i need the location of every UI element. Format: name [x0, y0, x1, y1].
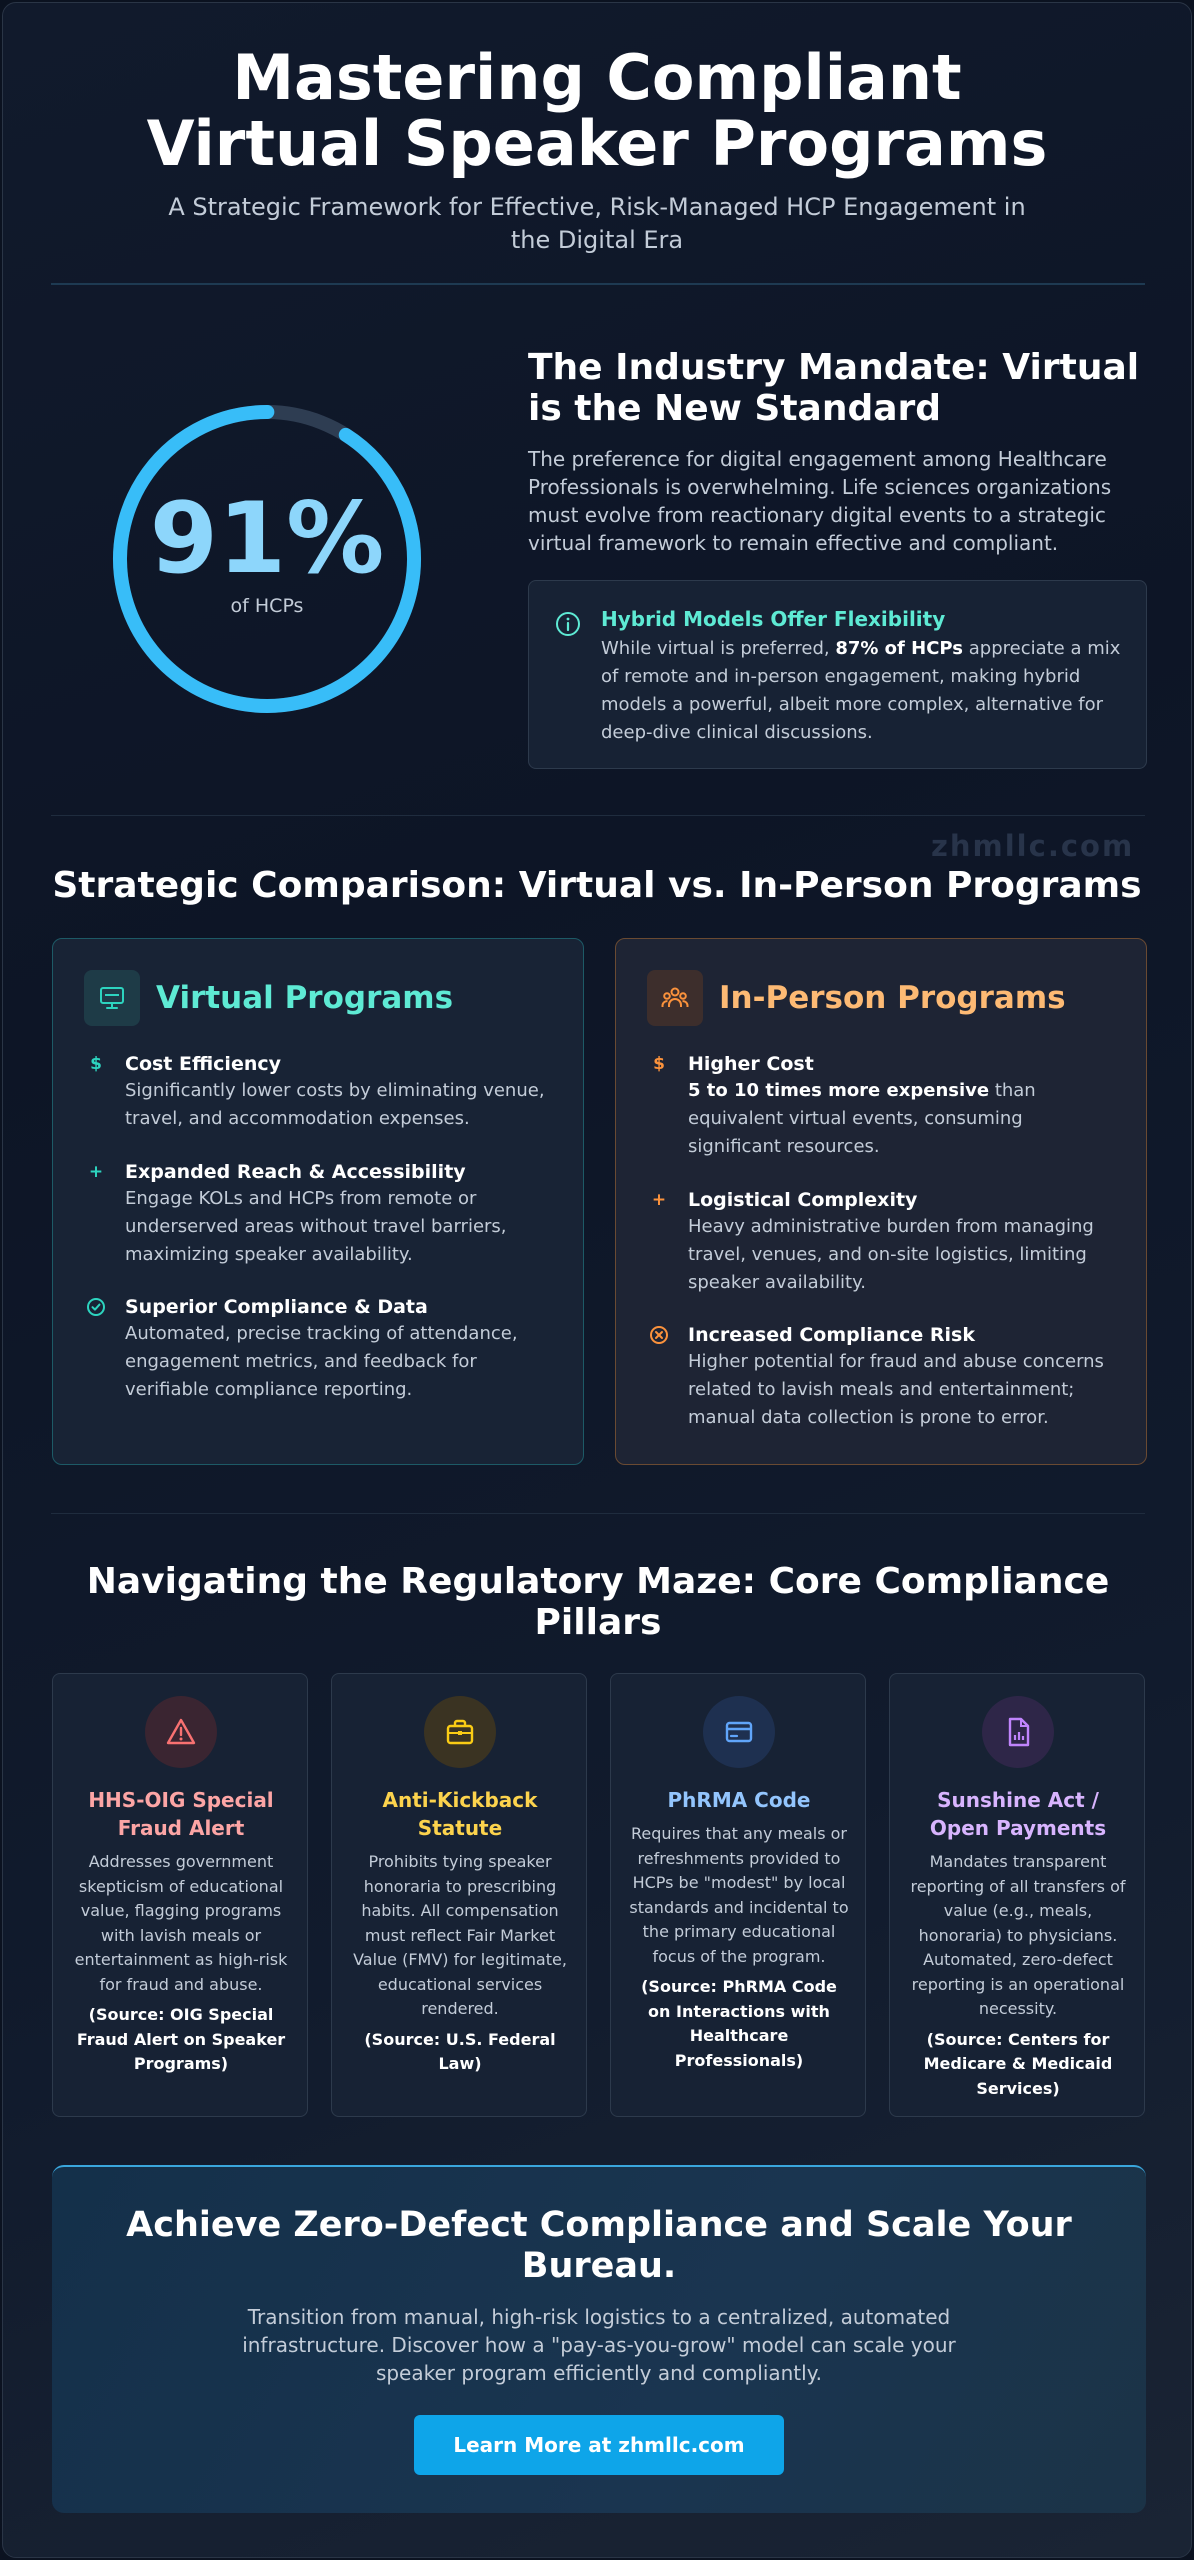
callout-text-start: While virtual is preferred,: [601, 638, 836, 659]
pillar-title: Sunshine Act / Open Payments: [929, 1788, 1107, 1840]
item-text: Higher potential for fraud and abuse concerns related to lavish meals and entertainment; manual data collection is prone to error.: [688, 1351, 1104, 1428]
x-circle-icon: [648, 1324, 670, 1346]
monitor-icon: [84, 970, 140, 1026]
pillar-description: Addresses government skepticism of educational value, flagging programs with lavish meals or entertainment as high-risk for fraud and abuse.: [74, 1852, 288, 1994]
item-text: Significantly lower costs by eliminating venue, travel, and accommodation expenses.: [125, 1080, 545, 1129]
virtual-programs-card: [52, 938, 584, 1465]
card-title: In-Person Programs: [719, 980, 1066, 1016]
item-text: [688, 1077, 1118, 1161]
plus-icon: +: [88, 1162, 104, 1182]
cta-title-line: Bureau.: [521, 2246, 677, 2286]
item-text: Automated, precise tracking of attendance, engagement metrics, and feedback for verifiable compliance reporting.: [125, 1323, 518, 1400]
list-item: [648, 1051, 1118, 1161]
callout-title: Hybrid Models Offer Flexibility: [601, 607, 946, 631]
item-title: Logistical Complexity: [688, 1189, 918, 1211]
card-title: Virtual Programs: [156, 980, 454, 1016]
item-text: Heavy administrative burden from managing travel, venues, and on-site logistics, limiting speaker availability.: [688, 1216, 1094, 1293]
pillars-title: Navigating the Regulatory Maze: Core Compliance Pillars: [86, 1561, 1110, 1643]
item-text: Engage KOLs and HCPs from remote or underserved areas without travel barriers, maximizing speaker availability.: [125, 1188, 507, 1265]
item-title: Expanded Reach & Accessibility: [125, 1161, 466, 1183]
people-group-icon: [647, 970, 703, 1026]
callout-text: [601, 635, 1126, 747]
stat-caption: of HCPs: [230, 595, 304, 617]
cta-section: [52, 2165, 1146, 2513]
pillar-card-oig: [52, 1673, 308, 2117]
list-item: [648, 1322, 1118, 1432]
hybrid-callout: [528, 580, 1147, 769]
callout-text-highlight: 87% of HCPs: [835, 638, 964, 659]
pillar-card-sunshine-act: [889, 1673, 1145, 2117]
check-circle-icon: [85, 1296, 107, 1318]
item-title: Increased Compliance Risk: [688, 1324, 975, 1346]
pillar-title: Anti-Kickback Statute: [382, 1788, 538, 1840]
pillar-description: Mandates transparent reporting of all transfers of value (e.g., meals, honoraria) to physicians. Automated, zero-defect reporting is an operational necessity.: [910, 1852, 1126, 2018]
item-text-rest: than equivalent virtual events, consuming significant resources.: [688, 1080, 1036, 1157]
item-text-highlight: 5 to 10 times more expensive: [688, 1080, 990, 1101]
infographic-frame: [2, 2, 1192, 2558]
section-divider: [51, 815, 1145, 816]
pillar-title: PhRMA Code: [667, 1788, 811, 1812]
stat-value: 91%: [149, 482, 385, 596]
pillar-text: [71, 1850, 291, 2077]
page-subtitle: A Strategic Framework for Effective, Risk-Managed HCP Engagement in the Digital Era: [168, 193, 1026, 254]
header-divider: [51, 283, 1145, 285]
mandate-section: [528, 347, 1148, 557]
warning-triangle-icon: [145, 1696, 217, 1768]
dollar-icon: $: [90, 1054, 102, 1074]
pillar-text: [908, 1850, 1128, 2101]
plus-icon: +: [651, 1190, 667, 1210]
learn-more-button[interactable]: Learn More at zhmllc.com: [414, 2415, 784, 2475]
dollar-icon: $: [653, 1054, 665, 1074]
pillar-source: (Source: OIG Special Fraud Alert on Speaker Programs): [76, 2005, 286, 2073]
pillar-title: HHS-OIG Special Fraud Alert: [88, 1788, 274, 1840]
cta-text: Transition from manual, high-risk logistics to a centralized, automated infrastructure. Discover how a "pay-as-you-grow" model can scale your speaker program efficiently and compliantly.: [242, 2305, 956, 2385]
callout-text-end: appreciate a mix of remote and in-person engagement, making hybrid models a powerful, albeit more complex, alternative for deep-dive clinical discussions.: [601, 638, 1121, 743]
pillar-source: (Source: U.S. Federal Law): [364, 2029, 556, 2073]
item-title: Higher Cost: [688, 1053, 814, 1075]
pillar-description: Prohibits tying speaker honoraria to prescribing habits. All compensation must reflect Fair Market Value (FMV) for legitimate, educational services rendered.: [353, 1852, 567, 2018]
watermark: zhmllc.com: [931, 829, 1135, 863]
briefcase-icon: [424, 1696, 496, 1768]
list-item: [85, 1051, 555, 1133]
item-title: Superior Compliance & Data: [125, 1296, 428, 1318]
list-item: [85, 1159, 555, 1269]
info-icon: [555, 611, 581, 641]
page-title: Mastering Compliant Virtual Speaker Programs: [146, 41, 1048, 180]
pillar-card-phrma: [610, 1673, 866, 2117]
pillar-text: [350, 1850, 570, 2077]
header: [3, 41, 1191, 257]
cta-title-line: Achieve Zero-Defect Compliance and Scale Your: [126, 2205, 1072, 2245]
in-person-programs-card: [615, 938, 1147, 1465]
pillar-source: (Source: PhRMA Code on Interactions with Healthcare Professionals): [641, 1977, 837, 2070]
comparison-title: Strategic Comparison: Virtual vs. In-Person Programs: [52, 865, 1142, 906]
list-item: [648, 1187, 1118, 1297]
list-item: [85, 1294, 555, 1404]
mandate-body: The preference for digital engagement among Healthcare Professionals is overwhelming. Life sciences organizations must evolve from reactionary digital events to a strategic virtual framework to remain effective and compliant.: [528, 447, 1112, 555]
report-chart-icon: [982, 1696, 1054, 1768]
card-icon: [703, 1696, 775, 1768]
pillar-card-anti-kickback: [331, 1673, 587, 2117]
section-divider: [51, 1513, 1145, 1514]
hcp-stat-ring: [107, 399, 427, 719]
mandate-title: The Industry Mandate: Virtual is the New Standard: [528, 347, 1140, 429]
item-title: Cost Efficiency: [125, 1053, 282, 1075]
cta-title: [52, 2205, 1146, 2287]
pillar-description: Requires that any meals or refreshments provided to HCPs be "modest" by local standards and incidental to the primary educational focus of the program.: [629, 1824, 849, 1966]
pillar-text: [629, 1822, 849, 2073]
pillar-source: (Source: Centers for Medicare & Medicaid Services): [923, 2029, 1113, 2098]
